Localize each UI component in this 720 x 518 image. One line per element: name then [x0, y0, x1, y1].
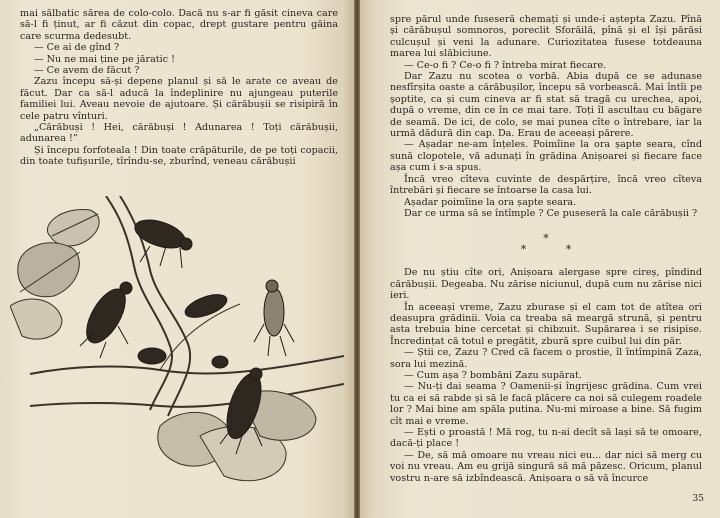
section-separator	[390, 233, 702, 255]
page-number: 35	[692, 494, 704, 504]
paragraph: Dar Zazu nu scotea o vorbă. Abia după ce se adunase nesfîrșita oaste a cărăbușilor, începu să vorbească. Mai întîi pe șoptite, ca și cum cineva ar fi stat să tragă cu urechea, apoi, după o vreme, din ce în ce mai tare. Toți îl ascultau cu băgare de seamă. De ici, de colo, se mai punea cîte o întrebare, iar la urmă dădură din cap. Da. Erau de aceeași părere.	[390, 71, 702, 140]
dialogue-line: — Nu ne mai ține pe jăratic !	[34, 53, 176, 65]
beetles-on-branch-illustration	[10, 196, 344, 494]
dialogue-line: — De, să mă omoare nu vreau nici eu... dar nici să merg cu voi nu vreau. Am eu grijă singură să mă păzesc. Oricum, planul vostru n-are să izbîndească. Anișoara o să vă încurce	[390, 449, 702, 484]
paragraph: „Cărăbuși ! Hei, cărăbuși ! Adunarea ! Toți cărăbușii, adunarea !”	[20, 122, 338, 145]
paragraph: Zazu începu să-și depene planul și să le arate ce aveau de făcut. Dar ca să-l aducă la îndeplinire nu ajungeau puterile familiei lui. Aveau nevoie de ajutoare. Și cărăbușii se risipiră în cele patru vînturi.	[20, 76, 338, 122]
left-page	[0, 0, 354, 518]
paragraph: În aceeași vreme, Zazu zburase și el cam tot de atîtea ori deasupra grădinii. Voia ca treaba să meargă strună, și pentru asta trebuia bine cercetat și chibzuit. Supărarea i se risipise. Încredințat că totul e pregătit, zbură spre cuibul lui din păr.	[390, 301, 702, 347]
dialogue-line: — Cum așa ? bombăni Zazu supărat.	[404, 369, 582, 381]
right-page-text	[390, 14, 702, 484]
left-page-text	[20, 8, 338, 168]
dialogue-line: — Ce avem de făcut ?	[34, 65, 140, 77]
dialogue-line: — Nu-ți dai seama ? Oamenii-și îngrijesc grădina. Cum vrei tu ca ei să rabde și să le facă plăcere ca noi să culegem roadele lor ? Mai bine am spăla putina. Nu-mi miroase a bine. Să fugim cît mai e vreme.	[390, 381, 702, 427]
dialogue-line: — Așadar ne-am înțeles. Poimîine la ora șapte seara, cînd sună clopotele, vă adunați în grădina Anișoarei și fiecare face așa cum i s-a spus.	[390, 139, 702, 174]
paragraph: spre părul unde fuseseră chemați și unde-i aștepta Zazu. Pînă și cărăbușul somnoros, poreclit Sforăilă, pînă și el își părăsi culcușul și veni la adunare. Curiozitatea fusese totdeauna marea lui slăbiciune.	[390, 14, 702, 60]
paragraph: Și începu forfoteala ! Din toate crăpăturile, de pe toți copacii, din toate tufișurile, tîrîndu-se, zburînd, veneau cărăbușii	[20, 144, 338, 168]
paragraph: Dar ce urma să se întîmple ? Ce puseseră la cale cărăbușii ?	[404, 207, 698, 219]
paragraph: Încă vreo cîteva cuvinte de despărțire, încă vreo cîteva întrebări și fiecare se întoarse la casa lui.	[390, 173, 702, 197]
separator-star: *	[543, 232, 549, 246]
dialogue-line: — Știi ce, Zazu ? Cred că facem o prostie, îl întîmpină Zaza, sora lui mezină.	[390, 347, 702, 370]
separator-stars: * *	[520, 243, 590, 257]
dialogue-line: — Ce-o fi ? Ce-o fi ? întreba mirat fiecare.	[404, 59, 607, 71]
paragraph: mai sălbatic sărea de colo-colo. Dacă nu s-ar fi găsit cineva care să-l fi ținut, ar fi căzut din copac, drept gustare pentru găina care scurma dedesubt.	[20, 8, 338, 42]
paragraph: De nu știu cîte ori, Anișoara alergase spre cireș, pîndind cărăbușii. Degeaba. Nu zărise niciunul, după cum nu zărise nici ieri.	[390, 267, 702, 302]
paragraph: Așadar poimîine la ora șapte seara.	[404, 196, 577, 208]
dialogue-line: — Ce ai de gînd ?	[34, 42, 120, 54]
dialogue-line: — Ești o proastă ! Mă rog, tu n-ai decît să lași să te omoare, dacă-ți place !	[390, 427, 702, 450]
right-page	[360, 0, 720, 518]
